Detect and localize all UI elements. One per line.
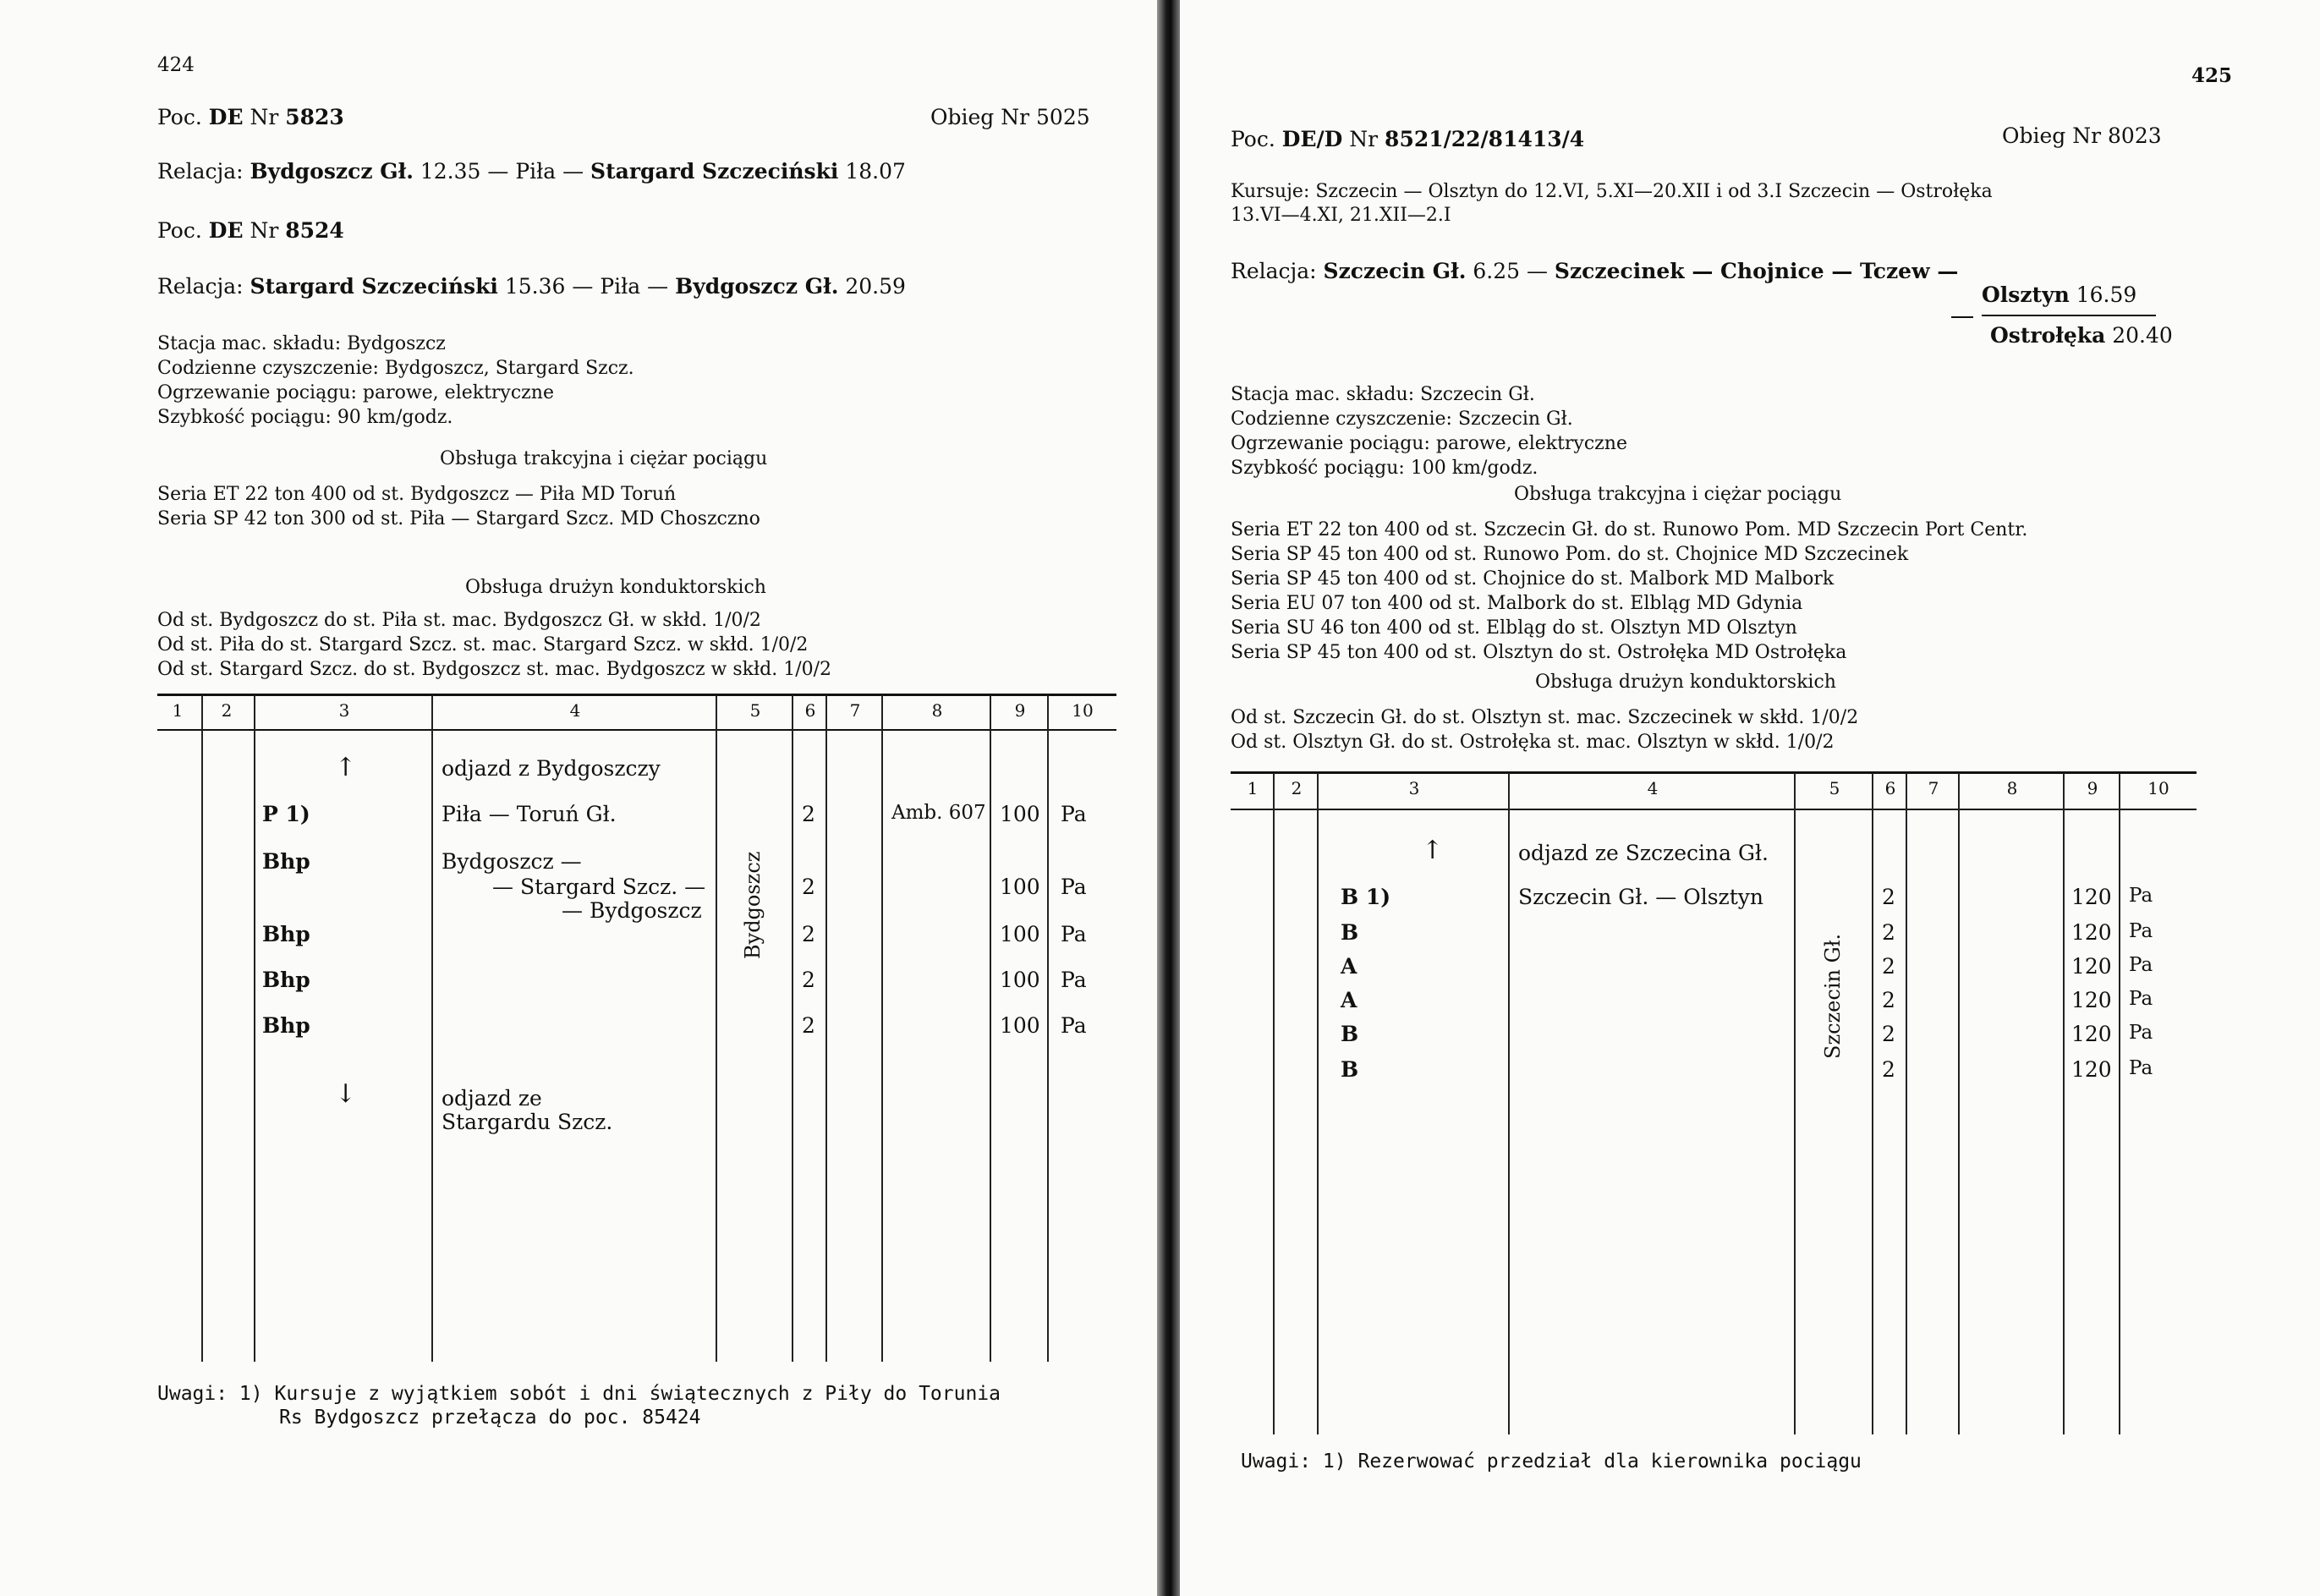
row-route: — Stargard Szcz. — xyxy=(492,875,706,899)
crew-block xyxy=(1231,705,1858,754)
row-type: Bhp xyxy=(262,1013,310,1038)
column-divider xyxy=(1958,773,1960,1434)
info-block xyxy=(157,332,634,430)
kursuje-line: Kursuje: Szczecin — Olsztyn do 12.VI, 5.XI—20.XII i od 3.I Szczecin — Ostrołęka xyxy=(1231,181,1993,202)
kursuje-line: 13.VI—4.XI, 21.XII—2.I xyxy=(1231,205,1451,226)
info-line: Stacja mac. składu: Szczecin Gł. xyxy=(1231,384,1535,405)
table-header-rule xyxy=(1231,809,2197,810)
relation-line: Relacja: Bydgoszcz Gł. 12.35 — Piła — Stargard Szczeciński 18.07 xyxy=(157,159,906,184)
col-header: 8 xyxy=(2006,778,2018,798)
row-code: Pa xyxy=(2129,1057,2153,1079)
row-code: Pa xyxy=(2129,885,2153,907)
col-header: 2 xyxy=(221,700,233,721)
traction-block xyxy=(1231,518,2027,665)
row-seats: 100 xyxy=(1000,922,1040,946)
departure-note: odjazd ze Szczecina Gł. xyxy=(1518,841,1769,865)
col-header: 5 xyxy=(1829,778,1840,798)
col-header: 1 xyxy=(1247,778,1259,798)
footnote: Uwagi: 1) Rezerwować przedział dla kierownika pociągu xyxy=(1241,1451,1862,1473)
row-type: Bhp xyxy=(262,968,310,992)
column-divider xyxy=(1273,773,1275,1434)
row-route: — Bydgoszcz xyxy=(562,898,702,923)
departure-note: odjazd z Bydgoszczy xyxy=(442,756,661,781)
column-divider xyxy=(1872,773,1873,1434)
departure-note: Stargardu Szcz. xyxy=(442,1110,613,1134)
page-number: 424 xyxy=(157,54,195,76)
traction-line: Seria SP 45 ton 400 od st. Runowo Pom. do st. Chojnice MD Szczecinek xyxy=(1231,544,1909,565)
column-divider xyxy=(431,695,433,1362)
row-type: B xyxy=(1341,1022,1359,1046)
table-top-rule xyxy=(1231,771,2197,774)
column-divider xyxy=(1906,773,1907,1434)
column-divider xyxy=(1047,695,1049,1362)
crew-line: Od st. Stargard Szcz. do st. Bydgoszcz st. mac. Bydgoszcz w skłd. 1/0/2 xyxy=(157,659,832,680)
col-header: 10 xyxy=(2147,778,2169,798)
page-number: 425 xyxy=(2191,64,2233,87)
col-header: 3 xyxy=(1408,778,1420,798)
row-type: B 1) xyxy=(1341,885,1391,909)
row-route: Piła — Toruń Gł. xyxy=(442,802,617,826)
row-code: Pa xyxy=(2129,920,2153,942)
row-class: 2 xyxy=(1882,885,1895,909)
train-header-2: Poc. DE Nr 8524 xyxy=(157,218,344,243)
row-code: Pa xyxy=(1061,922,1087,946)
train-header: Poc. DE/D Nr 8521/22/81413/4 xyxy=(1231,127,1585,151)
row-type: B xyxy=(1341,920,1359,945)
row-seats: 100 xyxy=(1000,1013,1040,1038)
col-header: 1 xyxy=(172,700,184,721)
row-class: 2 xyxy=(1882,988,1895,1012)
row-class: 2 xyxy=(1882,1057,1895,1082)
col-header: 7 xyxy=(849,700,861,721)
col-header: 5 xyxy=(749,700,761,721)
column-divider xyxy=(990,695,991,1362)
branch-destination: Olsztyn 16.59 xyxy=(1982,282,2137,307)
column-divider xyxy=(792,695,793,1362)
col-header: 9 xyxy=(2087,778,2098,798)
up-arrow-icon: ↑ xyxy=(335,753,357,782)
up-arrow-icon: ↑ xyxy=(1422,836,1444,865)
down-arrow-icon: ↓ xyxy=(335,1079,357,1109)
table-header-rule xyxy=(157,729,1116,731)
row-code: Pa xyxy=(2129,1022,2153,1044)
row-type: A xyxy=(1341,988,1357,1012)
info-line: Szybkość pociągu: 100 km/godz. xyxy=(1231,458,1538,479)
traction-line: Seria EU 07 ton 400 od st. Malbork do st. Elbląg MD Gdynia xyxy=(1231,593,1803,614)
column-divider xyxy=(1508,773,1510,1434)
column-divider xyxy=(2119,773,2120,1434)
row-seats: 120 xyxy=(2071,1022,2112,1046)
left-page xyxy=(0,0,1157,1596)
traction-line: Seria SP 45 ton 400 od st. Chojnice do st. Malbork MD Malbork xyxy=(1231,568,1835,590)
relation-line-2: Relacja: Stargard Szczeciński 15.36 — Piła — Bydgoszcz Gł. 20.59 xyxy=(157,274,906,299)
col-header: 2 xyxy=(1291,778,1303,798)
row-seats: 120 xyxy=(2071,920,2112,945)
info-line: Stacja mac. składu: Bydgoszcz xyxy=(157,333,446,354)
row-class: 2 xyxy=(1882,920,1895,945)
row-class: 2 xyxy=(802,875,815,899)
origin-station-vertical: Bydgoszcz xyxy=(741,851,765,959)
row-type: B xyxy=(1341,1057,1359,1082)
traction-heading: Obsługa trakcyjna i ciężar pociągu xyxy=(440,448,768,469)
obieg-number: Obieg Nr 8023 xyxy=(2002,123,2162,148)
row-type: Bhp xyxy=(262,922,310,946)
departure-note: odjazd ze xyxy=(442,1086,542,1111)
traction-line: Seria SP 42 ton 300 od st. Piła — Stargard Szcz. MD Choszczno xyxy=(157,508,760,529)
branch-dash xyxy=(1951,316,1973,318)
row-seats: 120 xyxy=(2071,1057,2112,1082)
info-line: Ogrzewanie pociągu: parowe, elektryczne xyxy=(157,382,554,403)
row-class: 2 xyxy=(802,922,815,946)
row-code: Pa xyxy=(1061,875,1087,899)
traction-line: Seria ET 22 ton 400 od st. Bydgoszcz — Piła MD Toruń xyxy=(157,484,677,505)
col-header: 7 xyxy=(1928,778,1939,798)
column-divider xyxy=(825,695,827,1362)
row-seats: 100 xyxy=(1000,802,1040,826)
col-header: 6 xyxy=(804,700,816,721)
col-header: 4 xyxy=(569,700,581,721)
row-seats: 120 xyxy=(2071,885,2112,909)
column-divider xyxy=(1794,773,1796,1434)
row-type: P 1) xyxy=(262,802,310,826)
info-block xyxy=(1231,382,1627,480)
row-class: 2 xyxy=(1882,1022,1895,1046)
info-line: Codzienne czyszczenie: Szczecin Gł. xyxy=(1231,409,1573,430)
branch-destination: Ostrołęka 20.40 xyxy=(1990,323,2173,348)
row-route: Bydgoszcz — xyxy=(442,849,582,874)
crew-line: Od st. Bydgoszcz do st. Piła st. mac. Bydgoszcz Gł. w skłd. 1/0/2 xyxy=(157,610,761,631)
column-divider xyxy=(201,695,203,1362)
row-class: 2 xyxy=(1882,954,1895,979)
obieg-number: Obieg Nr 5025 xyxy=(930,105,1090,129)
col-header: 3 xyxy=(338,700,350,721)
origin-station-vertical: Szczecin Gł. xyxy=(1821,933,1845,1059)
column-divider xyxy=(254,695,255,1362)
traction-block xyxy=(157,482,760,531)
row-seats: 100 xyxy=(1000,875,1040,899)
traction-line: Seria ET 22 ton 400 od st. Szczecin Gł. do st. Runowo Pom. MD Szczecin Port Centr. xyxy=(1231,519,2028,540)
col-header: 9 xyxy=(1014,700,1026,721)
traction-line: Seria SP 45 ton 400 od st. Olsztyn do st. Ostrołęka MD Ostrołęka xyxy=(1231,642,1847,663)
crew-line: Od st. Olsztyn Gł. do st. Ostrołęka st. mac. Olsztyn w skłd. 1/0/2 xyxy=(1231,732,1835,753)
row-seats: 120 xyxy=(2071,988,2112,1012)
info-line: Ogrzewanie pociągu: parowe, elektryczne xyxy=(1231,433,1627,454)
column-divider xyxy=(716,695,717,1362)
row-class: 2 xyxy=(802,802,815,826)
branch-underline xyxy=(1982,315,2156,316)
row-type: A xyxy=(1341,954,1357,979)
row-seats: 120 xyxy=(2071,954,2112,979)
column-divider xyxy=(2063,773,2065,1434)
crew-block xyxy=(157,608,831,682)
crew-heading: Obsługa drużyn konduktorskich xyxy=(465,577,766,598)
crew-heading: Obsługa drużyn konduktorskich xyxy=(1535,672,1836,693)
book-gutter xyxy=(1157,0,1180,1596)
row-class: 2 xyxy=(802,968,815,992)
col-header: 10 xyxy=(1072,700,1094,721)
column-divider xyxy=(881,695,883,1362)
row-code: Pa xyxy=(1061,802,1087,826)
col-header: 8 xyxy=(931,700,943,721)
table-top-rule xyxy=(157,694,1116,696)
col-header: 4 xyxy=(1647,778,1659,798)
row-note: Amb. 607 xyxy=(891,802,986,824)
crew-line: Od st. Piła do st. Stargard Szcz. st. mac. Stargard Szcz. w skłd. 1/0/2 xyxy=(157,634,809,655)
col-header: 6 xyxy=(1884,778,1896,798)
footnote: Rs Bydgoszcz przełącza do poc. 85424 xyxy=(279,1407,701,1429)
right-page xyxy=(1180,0,2320,1596)
row-seats: 100 xyxy=(1000,968,1040,992)
train-header: Poc. DE Nr 5823 xyxy=(157,105,344,129)
row-type: Bhp xyxy=(262,849,310,874)
row-code: Pa xyxy=(1061,968,1087,992)
column-divider xyxy=(1317,773,1319,1434)
traction-heading: Obsługa trakcyjna i ciężar pociągu xyxy=(1514,484,1842,505)
info-line: Szybkość pociągu: 90 km/godz. xyxy=(157,407,453,428)
row-code: Pa xyxy=(2129,954,2153,976)
row-code: Pa xyxy=(2129,988,2153,1010)
relation-line: Relacja: Szczecin Gł. 6.25 — Szczecinek — Chojnice — Tczew — xyxy=(1231,259,1959,283)
row-code: Pa xyxy=(1061,1013,1087,1038)
crew-line: Od st. Szczecin Gł. do st. Olsztyn st. mac. Szczecinek w skłd. 1/0/2 xyxy=(1231,707,1859,728)
footnote: Uwagi: 1) Kursuje z wyjątkiem sobót i dni świątecznych z Piły do Torunia xyxy=(157,1383,1001,1405)
info-line: Codzienne czyszczenie: Bydgoszcz, Stargard Szcz. xyxy=(157,358,634,379)
row-class: 2 xyxy=(802,1013,815,1038)
row-route: Szczecin Gł. — Olsztyn xyxy=(1518,885,1763,909)
traction-line: Seria SU 46 ton 400 od st. Elbląg do st. Olsztyn MD Olsztyn xyxy=(1231,617,1797,639)
